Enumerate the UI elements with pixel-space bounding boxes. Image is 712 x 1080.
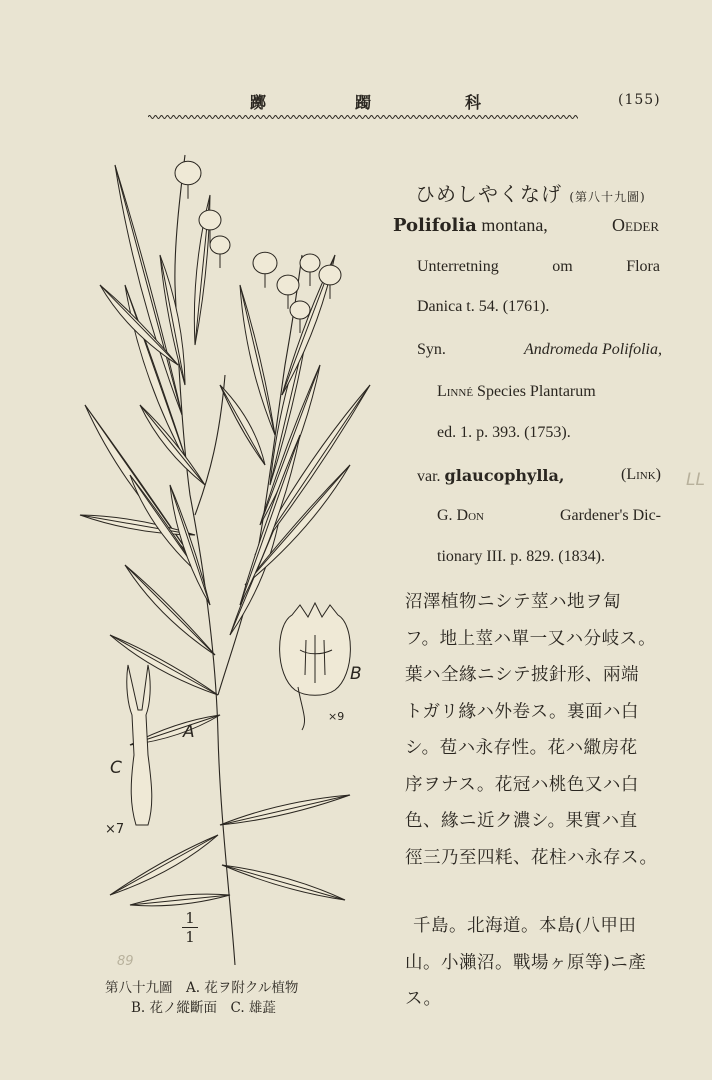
description-line: 序ヲナス。花冠ハ桃色又ハ白 [405, 774, 639, 795]
variety-line [417, 466, 661, 486]
leaf-vein [220, 385, 265, 465]
scientific-name-line [393, 215, 659, 236]
leaf-vein [160, 255, 185, 385]
caption-line-2: B. 花ノ縱斷面 C. 雄蕋 [131, 1000, 276, 1016]
label-a: A [183, 722, 195, 742]
description-line: 徑三乃至四粍、花柱ハ永存ス。 [405, 847, 658, 868]
publication-line-2: Danica t. 54. (1761). [417, 298, 550, 315]
flower-bud [319, 265, 341, 285]
header-wavy-rule [148, 112, 578, 122]
flower-bud [175, 161, 201, 184]
pub-word-3: Flora [626, 258, 660, 275]
scale-fraction [182, 910, 198, 945]
synonym-label: Syn. [417, 341, 446, 358]
plant-illustration [70, 135, 390, 965]
variety-publication-2: tionary III. p. 829. (1834). [437, 548, 605, 565]
header-char-1: 躑 [250, 93, 269, 112]
species-epithet: montana, [481, 215, 548, 235]
pub-word-2: om [552, 258, 573, 275]
synonym-name: Andromeda Polifolia, [523, 341, 662, 358]
variety-name: glaucophylla, [444, 466, 565, 485]
author-name: Oeder [612, 215, 659, 235]
caption-line-1: 第八十九圖 A. 花ヲ附クル植物 [105, 980, 299, 996]
page-number: (155) [618, 92, 661, 108]
pencil-annotation: 89 [117, 954, 134, 969]
leaf-vein [240, 435, 300, 605]
leaf-vein [222, 865, 345, 900]
distribution-line: ス。 [405, 989, 442, 1009]
variety-publication [437, 507, 661, 525]
flower-bud [253, 252, 277, 274]
variety-label: var. [417, 468, 441, 485]
synonym-publication [437, 383, 596, 401]
margin-pencil-note: LL [686, 470, 705, 490]
distribution-line: 山。小瀨沼。戰場ヶ原等)ニ產 [405, 952, 647, 973]
leaf-vein [110, 835, 218, 895]
scale-denominator: 1 [185, 928, 195, 946]
flower-bud [300, 254, 320, 272]
description-line: 色、緣ニ近ク濃シ。果實ハ直 [405, 811, 638, 831]
description-line: トガリ緣ハ外卷ス。裏面ハ白 [405, 701, 639, 722]
synonym-line [417, 341, 662, 359]
header-char-3: 科 [465, 93, 484, 112]
label-b: B [350, 664, 362, 684]
scale-numerator: 1 [185, 909, 195, 927]
variety-author: (Link) [621, 466, 661, 483]
publication-line-1 [417, 258, 660, 276]
synonym-publication-2: ed. 1. p. 393. (1753). [437, 424, 571, 441]
leaf-vein [240, 285, 275, 435]
flower-bud [277, 275, 299, 295]
magnification-b: ×9 [328, 710, 345, 723]
leaf-vein [220, 795, 350, 825]
synonym-author: Linné [437, 383, 474, 400]
variety-author-2: G. Don [437, 507, 484, 524]
variety-work: Gardener's Dic- [559, 507, 661, 524]
description-line: 葉ハ全緣ニシテ披針形、兩端 [405, 665, 639, 685]
figure-reference: (第八十九圖) [569, 190, 646, 204]
flower-bud [199, 210, 221, 230]
japanese-name [415, 178, 646, 207]
flower-bud [210, 236, 230, 254]
magnification-c: ×7 [105, 822, 125, 837]
synonym-work: Species Plantarum [477, 383, 596, 400]
distribution-block [405, 908, 667, 1018]
pub-word-1: Unterretning [417, 258, 499, 275]
description-line: シ。苞ハ永存性。花ハ繖房花 [405, 738, 638, 758]
distribution-line: 千島。北海道。本島(八甲田 [413, 916, 637, 936]
genus-name: Polifolia [393, 215, 477, 236]
label-c: C [110, 758, 122, 778]
flower-bud [290, 301, 310, 319]
figure-caption [105, 978, 298, 1018]
description-line: 沼澤植物ニシテ莖ハ地ヲ匐 [405, 592, 621, 612]
description-line: フ。地上莖ハ單一又ハ分岐ス。 [405, 628, 657, 649]
japanese-name-text: ひめしやくなげ [415, 182, 562, 206]
header-char-2: 躅 [355, 93, 374, 112]
description-block [405, 584, 667, 876]
